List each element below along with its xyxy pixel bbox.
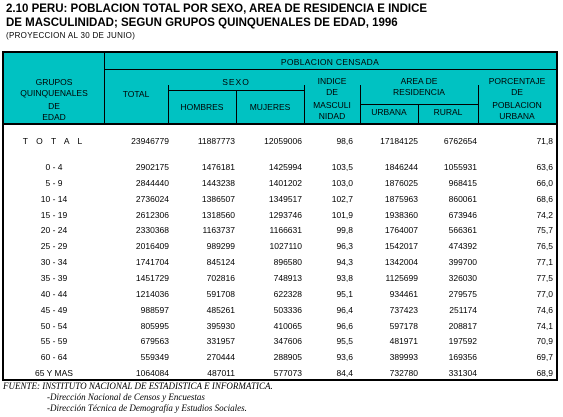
cell-indice: 96,6 xyxy=(336,320,353,331)
cell-indice: 103,0 xyxy=(331,177,353,188)
table-subtitle: (PROYECCION AL 30 DE JUNIO) xyxy=(6,31,136,40)
cell-total: 988597 xyxy=(140,304,169,315)
cell-urbana: 17184125 xyxy=(380,136,418,146)
cell-indice: 93,8 xyxy=(336,272,353,283)
cell-rural: 6762654 xyxy=(443,136,477,146)
cell-urbana: 1846244 xyxy=(384,162,418,172)
header-porcentaje: PORCENTAJE DE POBLACION URBANA xyxy=(488,76,546,121)
header-grupos: GRUPOS QUINQUENALES DE EDAD xyxy=(20,77,88,122)
cell-grupo: 25 - 29 xyxy=(40,241,68,252)
cell-rural: 331304 xyxy=(448,368,477,378)
cell-indice: 98,6 xyxy=(336,136,353,146)
cell-total: 2844440 xyxy=(135,177,169,188)
title-line-2: DE MASCULINIDAD; SEGUN GRUPOS QUINQUENALES DE EDAD, 1996 xyxy=(6,17,398,29)
cell-hombres: 1163737 xyxy=(202,225,235,236)
table-row xyxy=(4,367,556,380)
cell-urbana: 1876025 xyxy=(384,177,418,188)
cell-mujeres: 1166631 xyxy=(269,225,302,236)
cell-pct: 71,8 xyxy=(536,136,553,146)
cell-total: 2016409 xyxy=(135,241,169,252)
cell-total: 679563 xyxy=(140,336,169,347)
cell-pct: 63,6 xyxy=(536,162,553,172)
cell-mujeres: 748913 xyxy=(273,272,302,283)
cell-indice: 99,8 xyxy=(336,225,353,236)
cell-rural: 169356 xyxy=(448,352,477,363)
cell-indice: 103,5 xyxy=(331,162,353,172)
cell-total: 2612306 xyxy=(135,209,169,220)
total-row xyxy=(4,135,556,148)
cell-total: 1214036 xyxy=(135,288,169,299)
table-row xyxy=(4,177,556,190)
cell-pct: 74,1 xyxy=(536,320,553,331)
cell-hombres: 1476181 xyxy=(201,162,235,172)
cell-hombres: 1443238 xyxy=(201,177,235,188)
cell-grupo: 60 - 64 xyxy=(40,352,68,363)
table-row xyxy=(4,256,556,269)
source-note xyxy=(3,381,273,414)
cell-total: 805995 xyxy=(140,320,169,331)
cell-pct: 66,0 xyxy=(536,177,553,188)
cell-grupo: 0 - 4 xyxy=(45,162,63,172)
table-row xyxy=(4,224,556,237)
cell-total: 1741704 xyxy=(135,257,169,268)
cell-grupo: 40 - 44 xyxy=(40,288,68,299)
cell-indice: 101,9 xyxy=(331,209,353,220)
cell-grupo: 55 - 59 xyxy=(40,336,68,347)
cell-mujeres: 288905 xyxy=(273,352,302,363)
cell-mujeres: 1425994 xyxy=(268,162,302,172)
cell-grupo: 20 - 24 xyxy=(40,225,68,236)
cell-total: 1064084 xyxy=(135,368,169,378)
header-sexo: SEXO xyxy=(222,77,250,87)
cell-urbana: 1542017 xyxy=(384,241,418,252)
cell-urbana: 1125699 xyxy=(385,272,418,283)
cell-total: 2902175 xyxy=(135,162,169,172)
cell-pct: 77,5 xyxy=(536,272,553,283)
cell-pct: 74,2 xyxy=(536,209,553,220)
cell-grupo: T O T A L xyxy=(22,136,86,146)
cell-pct: 75,7 xyxy=(536,225,553,236)
cell-urbana: 732780 xyxy=(389,368,418,378)
header-area: AREA DE RESIDENCIA xyxy=(393,76,445,97)
cell-mujeres: 622328 xyxy=(273,288,302,299)
header-rural: RURAL xyxy=(433,107,463,117)
cell-hombres: 331957 xyxy=(206,336,235,347)
cell-hombres: 1386507 xyxy=(201,193,235,204)
cell-mujeres: 503336 xyxy=(273,304,302,315)
cell-pct: 68,9 xyxy=(536,368,553,378)
cell-pct: 70,9 xyxy=(536,336,553,347)
cell-mujeres: 12059006 xyxy=(264,136,302,146)
cell-rural: 208817 xyxy=(448,320,477,331)
table-row xyxy=(4,288,556,301)
cell-mujeres: 347606 xyxy=(273,336,302,347)
cell-pct: 76,5 xyxy=(536,241,553,252)
cell-rural: 860061 xyxy=(448,193,477,204)
header-hombres: HOMBRES xyxy=(180,102,224,112)
cell-indice: 102,7 xyxy=(331,193,353,204)
cell-indice: 96,4 xyxy=(336,304,353,315)
population-table xyxy=(2,51,558,381)
source-line-3: -Dirección Técnica de Demografía y Estudios Sociales. xyxy=(47,403,247,413)
cell-rural: 474392 xyxy=(448,241,477,252)
cell-urbana: 389993 xyxy=(389,352,418,363)
cell-grupo: 10 - 14 xyxy=(40,193,68,204)
cell-rural: 251174 xyxy=(449,304,477,315)
cell-pct: 68,6 xyxy=(536,193,553,204)
cell-urbana: 597178 xyxy=(389,320,418,331)
cell-indice: 93,6 xyxy=(336,352,353,363)
header-urbana: URBANA xyxy=(371,107,407,117)
cell-indice: 84,4 xyxy=(336,368,353,378)
cell-indice: 95,5 xyxy=(336,336,353,347)
cell-indice: 95,1 xyxy=(336,288,353,299)
cell-total: 1451729 xyxy=(135,272,169,283)
cell-rural: 566361 xyxy=(448,225,477,236)
cell-urbana: 1764007 xyxy=(384,225,418,236)
table-row xyxy=(4,335,556,348)
cell-pct: 77,0 xyxy=(536,288,553,299)
cell-rural: 399700 xyxy=(448,257,477,268)
table-row xyxy=(4,161,556,174)
header-indice: INDICE DE MASCULI NIDAD xyxy=(313,76,351,121)
cell-total: 559349 xyxy=(140,352,169,363)
cell-total: 23946779 xyxy=(131,136,169,146)
cell-mujeres: 1349517 xyxy=(268,193,302,204)
table-row xyxy=(4,193,556,206)
cell-indice: 94,3 xyxy=(336,257,353,268)
table-row xyxy=(4,272,556,285)
source-line-2: -Dirección Nacional de Censos y Encuestas xyxy=(47,392,205,402)
cell-hombres: 989299 xyxy=(206,241,235,252)
header-total: TOTAL xyxy=(122,89,150,99)
cell-rural: 197592 xyxy=(448,336,477,347)
cell-grupo: 50 - 54 xyxy=(40,320,68,331)
cell-grupo: 15 - 19 xyxy=(40,209,68,220)
cell-mujeres: 577073 xyxy=(273,368,302,378)
cell-hombres: 485261 xyxy=(206,304,235,315)
cell-total: 2736024 xyxy=(135,193,169,204)
cell-grupo: 35 - 39 xyxy=(40,272,68,283)
cell-pct: 77,1 xyxy=(536,257,553,268)
cell-total: 2330368 xyxy=(135,225,169,236)
cell-hombres: 702816 xyxy=(206,272,235,283)
header-mujeres: MUJERES xyxy=(249,102,291,112)
table-row xyxy=(4,304,556,317)
cell-urbana: 1342004 xyxy=(384,257,418,268)
cell-rural: 1055931 xyxy=(443,162,477,172)
cell-hombres: 395930 xyxy=(206,320,235,331)
cell-mujeres: 1401202 xyxy=(268,177,302,188)
cell-urbana: 481971 xyxy=(389,336,418,347)
cell-hombres: 487011 xyxy=(207,368,235,378)
source-line-1: FUENTE: INSTITUTO NACIONAL DE ESTADISTICA E INFORMATICA. xyxy=(3,381,273,391)
table-row xyxy=(4,351,556,364)
cell-urbana: 1875963 xyxy=(384,193,418,204)
cell-hombres: 270444 xyxy=(206,352,235,363)
cell-grupo: 5 - 9 xyxy=(45,177,63,188)
cell-mujeres: 410065 xyxy=(273,320,302,331)
title-line-1: 2.10 PERU: POBLACION TOTAL POR SEXO, AREA DE RESIDENCIA E INDICE xyxy=(6,3,428,15)
cell-urbana: 934461 xyxy=(389,288,418,299)
cell-hombres: 591708 xyxy=(206,288,235,299)
cell-mujeres: 1293746 xyxy=(268,209,302,220)
cell-grupo: 45 - 49 xyxy=(40,304,68,315)
table-row xyxy=(4,209,556,222)
header-poblacion-censada: POBLACION CENSADA xyxy=(280,57,380,67)
cell-hombres: 11887773 xyxy=(197,136,235,146)
cell-grupo: 65 Y MAS xyxy=(35,368,73,378)
cell-rural: 673946 xyxy=(448,209,477,220)
cell-mujeres: 896580 xyxy=(273,257,302,268)
table-title xyxy=(6,2,427,30)
cell-mujeres: 1027110 xyxy=(269,241,302,252)
cell-hombres: 1318560 xyxy=(201,209,235,220)
cell-urbana: 737423 xyxy=(389,304,418,315)
cell-rural: 279575 xyxy=(448,288,477,299)
cell-rural: 326030 xyxy=(448,272,477,283)
cell-pct: 69,7 xyxy=(536,352,553,363)
cell-urbana: 1938360 xyxy=(384,209,418,220)
cell-hombres: 845124 xyxy=(206,257,235,268)
table-row xyxy=(4,240,556,253)
cell-rural: 968415 xyxy=(448,177,477,188)
table-header xyxy=(4,53,556,125)
cell-indice: 96,3 xyxy=(336,241,353,252)
cell-grupo: 30 - 34 xyxy=(40,257,68,268)
table-row xyxy=(4,320,556,333)
cell-pct: 74,6 xyxy=(536,304,553,315)
